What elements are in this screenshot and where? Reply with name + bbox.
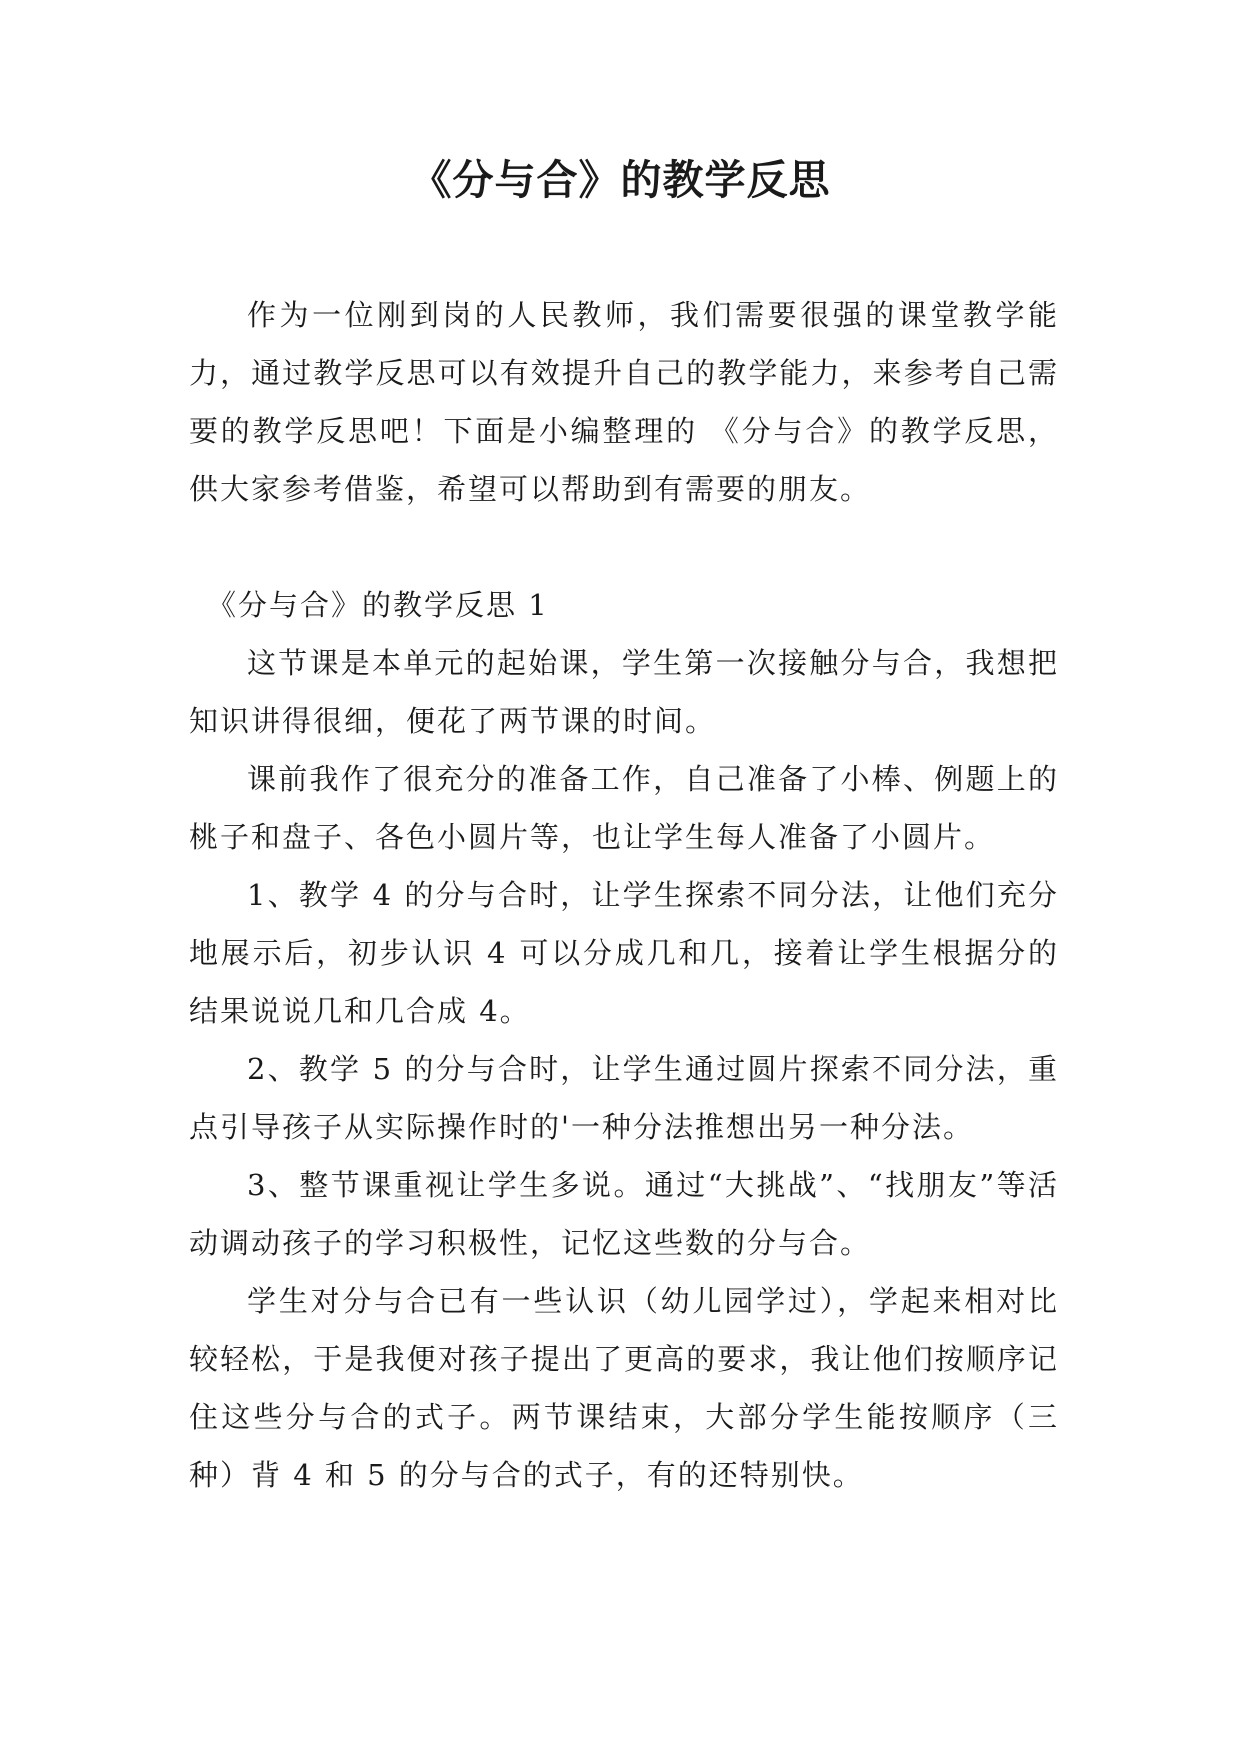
document-body (189, 286, 1059, 1504)
body-paragraph: 3、整节课重视让学生多说。通过“大挑战”、“找朋友”等活动调动孩子的学习积极性，记忆这些数的分与合。 (189, 1168, 1059, 1260)
body-paragraph: 1、教学 4 的分与合时，让学生探索不同分法，让他们充分地展示后，初步认识 4 可以分成几和几，接着让学生根据分的结果说说几和几合成 4。 (189, 878, 1059, 1028)
body-paragraph: 课前我作了很充分的准备工作，自己准备了小棒、例题上的桃子和盘子、各色小圆片等，也让学生每人准备了小圆片。 (189, 762, 1059, 854)
section-heading: 《分与合》的教学反思 1 (207, 588, 549, 622)
document-title: 《分与合》的教学反思 (410, 156, 831, 204)
body-paragraph: 这节课是本单元的起始课，学生第一次接触分与合，我想把知识讲得很细，便花了两节课的时间。 (189, 646, 1059, 738)
intro-paragraph: 作为一位刚到岗的人民教师，我们需要很强的课堂教学能力，通过教学反思可以有效提升自己的教学能力，来参考自己需要的教学反思吧！下面是小编整理的 《分与合》的教学反思，供大家参考借鉴，希望可以帮助到有需要的朋友。 (189, 298, 1059, 506)
body-paragraph: 学生对分与合已有一些认识（幼儿园学过），学起来相对比较轻松，于是我便对孩子提出了更高的要求，我让他们按顺序记住这些分与合的式子。两节课结束，大部分学生能按顺序（三种）背 4 和 5 的分与合的式子，有的还特别快。 (189, 1284, 1059, 1492)
body-paragraph: 2、教学 5 的分与合时，让学生通过圆片探索不同分法，重点引导孩子从实际操作时的'一种分法推想出另一种分法。 (189, 1052, 1059, 1144)
